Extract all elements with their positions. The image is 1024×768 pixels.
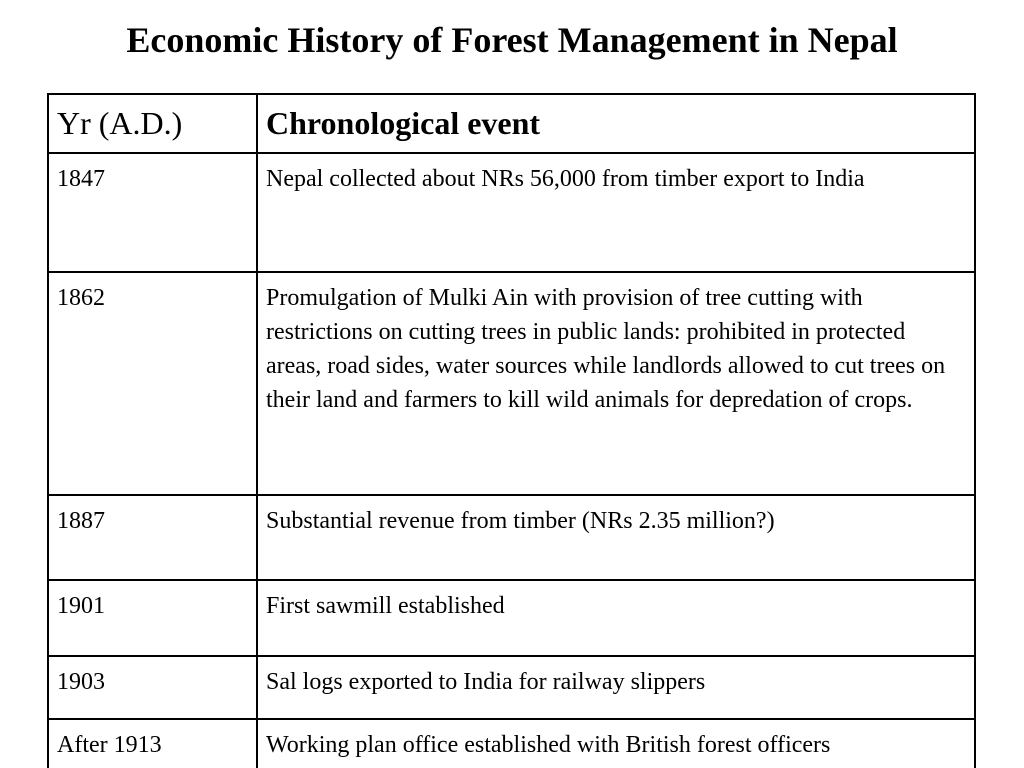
year-cell: 1847: [48, 153, 257, 272]
event-cell: Substantial revenue from timber (NRs 2.35 million?): [257, 495, 975, 580]
event-cell: Nepal collected about NRs 56,000 from timber export to India: [257, 153, 975, 272]
event-cell: Promulgation of Mulki Ain with provision of tree cutting with restrictions on cutting trees in public lands: prohibited in protected areas, road sides, water sources while landlords allowed to cut trees on their land and farmers to kill wild animals for depredation of crops.: [257, 272, 975, 495]
table-row: [48, 272, 975, 495]
table-row: [48, 495, 975, 580]
year-cell: 1903: [48, 656, 257, 719]
event-cell: Sal logs exported to India for railway slippers: [257, 656, 975, 719]
table-header-row: [48, 94, 975, 153]
event-cell: First sawmill established: [257, 580, 975, 656]
year-cell: 1887: [48, 495, 257, 580]
column-header-year: Yr (A.D.): [48, 94, 257, 153]
year-cell: 1862: [48, 272, 257, 495]
page-title: Economic History of Forest Management in Nepal: [126, 20, 898, 60]
event-cell: Working plan office established with British forest officers: [257, 719, 975, 768]
year-cell: After 1913: [48, 719, 257, 768]
column-header-event: Chronological event: [257, 94, 975, 153]
table-row: [48, 719, 975, 768]
year-cell: 1901: [48, 580, 257, 656]
table-row: [48, 580, 975, 656]
chronology-table: [47, 93, 976, 768]
table-row: [48, 656, 975, 719]
table-row: [48, 153, 975, 272]
